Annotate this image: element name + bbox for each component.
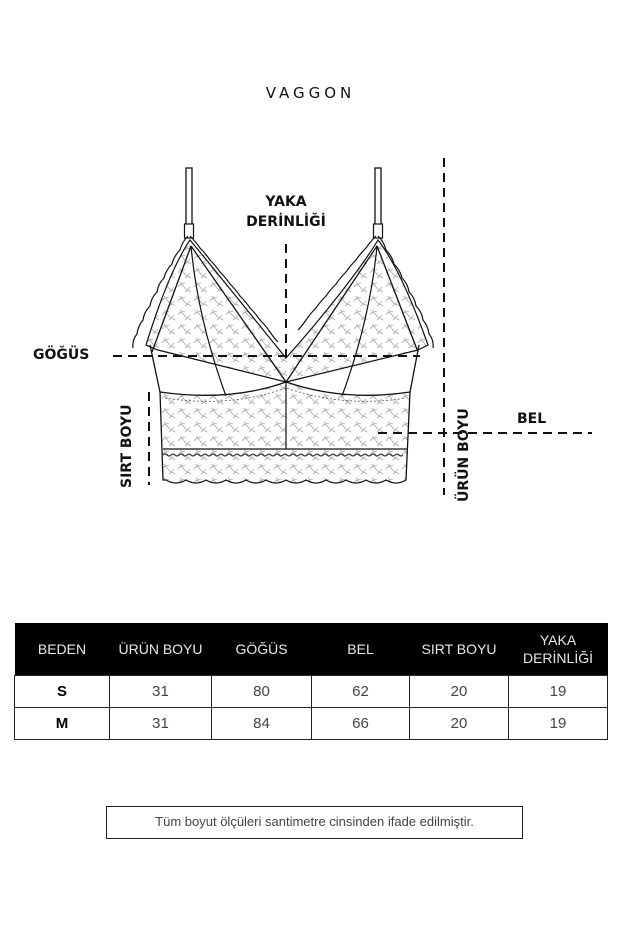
value-cell: 84 — [212, 708, 312, 740]
header-neckline-depth: YAKA DERİNLİĞİ — [509, 623, 608, 676]
neckline-depth-label: YAKA DERİNLİĞİ — [246, 194, 326, 230]
size-diagram — [0, 150, 621, 510]
size-cell: S — [15, 676, 110, 708]
size-chart-table — [14, 623, 608, 740]
value-cell: 31 — [110, 708, 212, 740]
product-length-label: ÜRÜN BOYU — [456, 408, 472, 502]
header-bust: GÖĞÜS — [212, 623, 312, 676]
size-cell: M — [15, 708, 110, 740]
table-row — [15, 676, 608, 708]
value-cell: 20 — [410, 708, 509, 740]
value-cell: 31 — [110, 676, 212, 708]
back-length-label: SIRT BOYU — [119, 404, 135, 488]
units-note: Tüm boyut ölçüleri santimetre cinsinden ifade edilmiştir. — [106, 806, 523, 839]
table-header-row — [15, 623, 608, 676]
value-cell: 20 — [410, 676, 509, 708]
bust-label: GÖĞÜS — [33, 347, 90, 363]
value-cell: 19 — [509, 676, 608, 708]
waist-label: BEL — [517, 411, 547, 427]
header-product-length: ÜRÜN BOYU — [110, 623, 212, 676]
header-waist: BEL — [312, 623, 410, 676]
table-row — [15, 708, 608, 740]
brand-logo: VAGGON — [265, 84, 356, 102]
value-cell: 66 — [312, 708, 410, 740]
header-size: BEDEN — [15, 623, 110, 676]
header-back-length: SIRT BOYU — [410, 623, 509, 676]
value-cell: 80 — [212, 676, 312, 708]
value-cell: 19 — [509, 708, 608, 740]
value-cell: 62 — [312, 676, 410, 708]
